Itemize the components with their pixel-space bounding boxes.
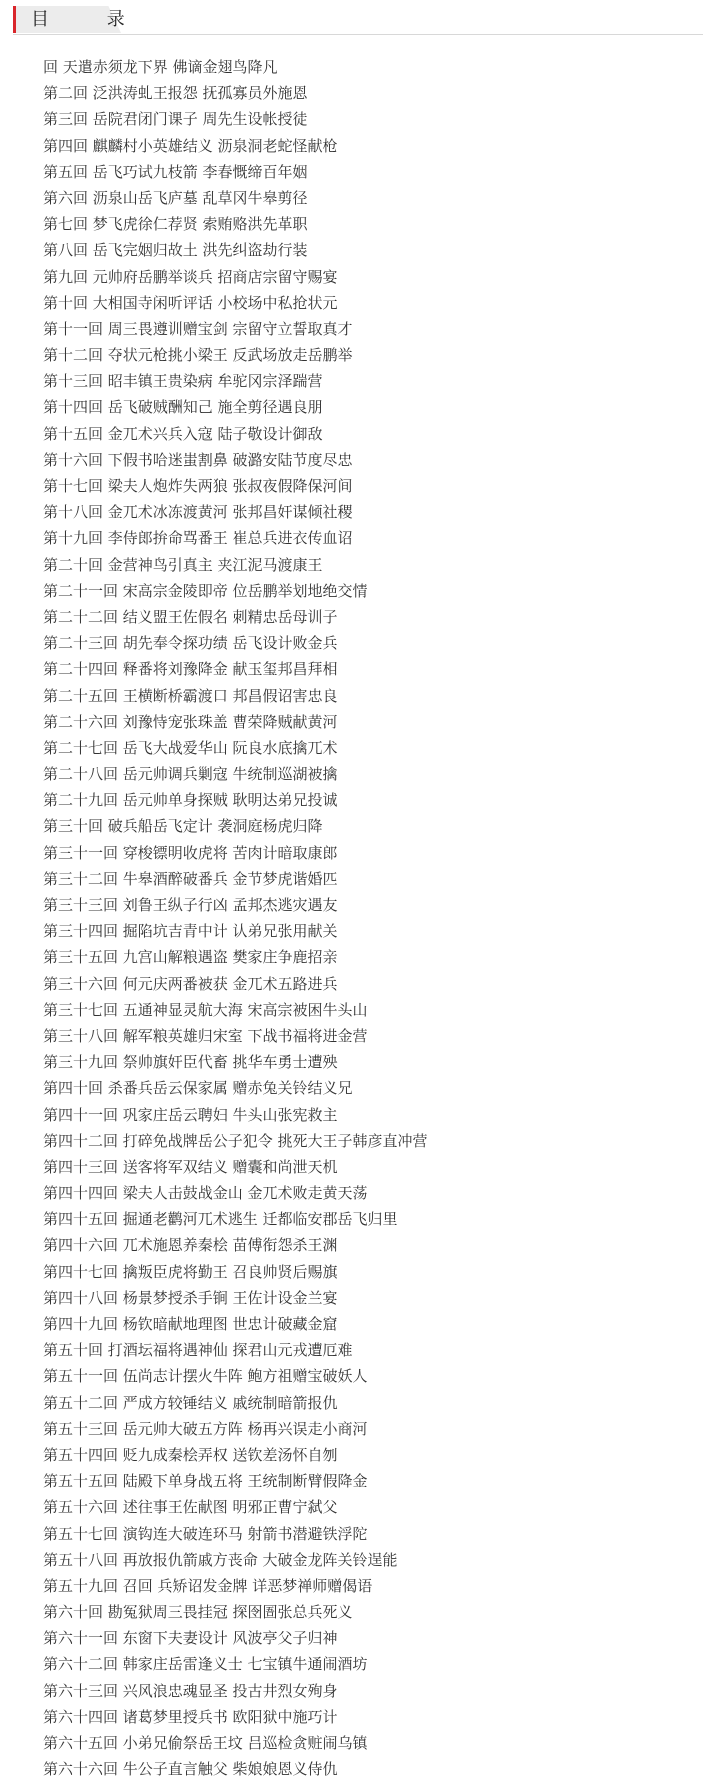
toc-title: 目 录 [31, 9, 151, 30]
chapter-link[interactable]: 第二十四回 释番将刘豫降金 献玉玺邦昌拜相 [43, 660, 338, 679]
chapter-link[interactable]: 第六十六回 牛公子直言触父 柴娘娘恩义侍仇 [43, 1760, 338, 1779]
chapter-link[interactable]: 第四十五回 掘通老鹳河兀术逃生 迁都临安郡岳飞归里 [43, 1210, 398, 1229]
chapter-link[interactable]: 第四十四回 梁夫人击鼓战金山 金兀术败走黄天荡 [43, 1184, 368, 1203]
toc-header [13, 6, 703, 35]
header-accent-bar [13, 6, 16, 33]
chapter-link[interactable]: 第三十四回 掘陷坑吉青中计 认弟兄张用献关 [43, 922, 338, 941]
chapter-link[interactable]: 第五十八回 再放报仇箭戚方丧命 大破金龙阵关铃逞能 [43, 1550, 398, 1569]
chapter-link[interactable]: 第二回 泛洪涛虬王报怨 抚孤寡员外施恩 [43, 84, 308, 103]
chapter-link[interactable]: 第十回 大相国寺闲听评话 小校场中私抢状元 [43, 293, 338, 312]
chapter-link[interactable]: 第三十六回 何元庆两番被获 金兀术五路进兵 [43, 974, 338, 993]
chapter-link[interactable]: 第四十三回 送客将军双结义 赠囊和尚泄天机 [43, 1157, 338, 1176]
chapter-link[interactable]: 第二十二回 结义盟王佐假名 刺精忠岳母训子 [43, 607, 338, 626]
chapter-link[interactable]: 第三十三回 刘鲁王纵子行凶 孟邦杰逃灾遇友 [43, 896, 338, 914]
chapter-link[interactable]: 第六十四回 诸葛梦里授兵书 欧阳狱中施巧计 [43, 1707, 338, 1726]
chapter-link[interactable]: 第十八回 金兀术冰冻渡黄河 张邦昌奸谋倾社稷 [43, 503, 353, 522]
chapter-link[interactable]: 第四十九回 杨钦暗献地理图 世忠计破藏金窟 [43, 1315, 338, 1333]
chapter-link[interactable]: 第四十二回 打碎免战牌岳公子犯令 挑死大王子韩彦直冲营 [43, 1131, 428, 1150]
chapter-link[interactable]: 第五十九回 召回 兵矫诏发金牌 详恶梦禅师赠偈语 [43, 1576, 373, 1595]
chapter-link[interactable]: 第四十八回 杨景梦授杀手锏 王佐计设金兰宴 [43, 1288, 338, 1307]
chapter-link[interactable]: 第六十回 勘冤狱周三畏挂冠 探囹圄张总兵死义 [43, 1603, 353, 1622]
chapter-link[interactable]: 第九回 元帅府岳鹏举谈兵 招商店宗留守赐宴 [43, 267, 338, 286]
chapter-link[interactable]: 第二十一回 宋高宗金陵即帝 位岳鹏举划地绝交情 [43, 581, 368, 600]
chapter-link[interactable]: 第三十七回 五通神显灵航大海 宋高宗被困牛头山 [43, 1000, 368, 1019]
chapter-link[interactable]: 第四回 麒麟村小英雄结义 沥泉洞老蛇怪献枪 [43, 136, 338, 155]
chapter-link[interactable]: 第六回 沥泉山岳飞庐墓 乱草冈牛皋剪径 [43, 188, 308, 207]
chapter-link[interactable]: 第十三回 昭丰镇王贵染病 牟驼冈宗泽踹营 [43, 372, 323, 391]
chapter-link[interactable]: 第六十二回 韩家庄岳雷逢义士 七宝镇牛通闹酒坊 [43, 1655, 368, 1674]
chapter-link[interactable]: 第二十三回 胡先奉令探功绩 岳飞设计败金兵 [43, 634, 338, 653]
chapter-link[interactable]: 第五回 岳飞巧试九枝箭 李春慨缔百年姻 [43, 162, 308, 181]
chapter-link[interactable]: 第三十九回 祭帅旗奸臣代畜 挑华车勇士遭殃 [43, 1053, 338, 1072]
chapter-link[interactable]: 第六十三回 兴风浪忠魂显圣 投古井烈女殉身 [43, 1681, 338, 1700]
chapter-link[interactable]: 第二十回 金营神鸟引真主 夹江泥马渡康王 [43, 555, 323, 574]
chapter-link[interactable]: 第六十一回 东窗下夫妻设计 风波亭父子归神 [43, 1629, 338, 1648]
chapter-link[interactable]: 第五十四回 贬九成秦桧弄权 送钦差汤怀自刎 [43, 1445, 338, 1464]
chapter-link[interactable]: 第四十一回 巩家庄岳云聘妇 牛头山张宪救主 [43, 1105, 338, 1124]
chapter-link[interactable]: 回 天遣赤须龙下界 佛谪金翅鸟降凡 [43, 58, 278, 76]
chapter-link[interactable]: 第五十七回 演钩连大破连环马 射箭书潜避铁浮陀 [43, 1524, 368, 1543]
chapter-link[interactable]: 第七回 梦飞虎徐仁荐贤 索贿赂洪先革职 [43, 215, 308, 234]
chapter-link[interactable]: 第五十六回 述往事王佐献图 明邪正曹宁弑父 [43, 1498, 338, 1517]
chapter-link[interactable]: 第五十三回 岳元帅大破五方阵 杨再兴误走小商河 [43, 1419, 368, 1438]
chapter-link[interactable]: 第五十五回 陆殿下单身战五将 王统制断臂假降金 [43, 1472, 368, 1491]
chapter-link[interactable]: 第十一回 周三畏遵训赠宝剑 宗留守立誓取真才 [43, 319, 353, 338]
chapter-link[interactable]: 第十二回 夺状元枪挑小梁王 反武场放走岳鹏举 [43, 346, 353, 365]
chapter-link[interactable]: 第二十九回 岳元帅单身探贼 耿明达弟兄投诚 [43, 791, 338, 810]
chapter-link[interactable]: 第八回 岳飞完姻归故土 洪先纠盗劫行装 [43, 241, 308, 260]
chapter-link[interactable]: 第十九回 李侍郎拚命骂番王 崔总兵进衣传血诏 [43, 529, 353, 548]
chapter-link[interactable]: 第六十五回 小弟兄偷祭岳王坟 吕巡检贪赃闹乌镇 [43, 1734, 368, 1752]
chapter-link[interactable]: 第三十回 破兵船岳飞定计 袭洞庭杨虎归降 [43, 817, 323, 836]
chapter-link[interactable]: 第五十二回 严成方较锤结义 戚统制暗箭报仇 [43, 1393, 338, 1412]
chapter-link[interactable]: 第二十七回 岳飞大战爱华山 阮良水底擒兀术 [43, 738, 338, 757]
chapter-link[interactable]: 第五十回 打酒坛福将遇神仙 探君山元戎遭厄难 [43, 1341, 353, 1360]
chapter-link[interactable]: 第二十八回 岳元帅调兵剿寇 牛统制巡湖被擒 [43, 765, 338, 784]
chapter-link[interactable]: 第十七回 梁夫人炮炸失两狼 张叔夜假降保河间 [43, 477, 353, 495]
header-divider [13, 34, 703, 35]
chapter-link[interactable]: 第四十回 杀番兵岳云保家属 赠赤兔关铃结义兄 [43, 1079, 353, 1098]
chapter-link[interactable]: 第三十一回 穿梭镖明收虎将 苦肉计暗取康郎 [43, 843, 338, 862]
chapter-list [43, 54, 428, 1782]
chapter-link[interactable]: 第五十一回 伍尚志计摆火牛阵 鲍方祖赠宝破妖人 [43, 1367, 368, 1386]
chapter-link[interactable]: 第三十八回 解军粮英雄归宋室 下战书福将进金营 [43, 1026, 368, 1045]
chapter-link[interactable]: 第二十六回 刘豫恃宠张珠盖 曹荣降贼献黄河 [43, 712, 338, 731]
chapter-link[interactable]: 第十五回 金兀术兴兵入寇 陆子敬设计御敌 [43, 424, 323, 443]
chapter-link[interactable]: 第三回 岳院君闭门课子 周先生设帐授徒 [43, 110, 308, 129]
chapter-link[interactable]: 第三十二回 牛皋酒醉破番兵 金节梦虎谐婚匹 [43, 869, 338, 888]
chapter-link[interactable]: 第四十六回 兀术施恩养秦桧 苗傅衔怨杀王渊 [43, 1236, 338, 1255]
chapter-link[interactable]: 第四十七回 擒叛臣虎将勤王 召良帅贤后赐旗 [43, 1262, 338, 1281]
chapter-link[interactable]: 第二十五回 王横断桥霸渡口 邦昌假诏害忠良 [43, 686, 338, 705]
chapter-link[interactable]: 第三十五回 九宫山解粮遇盗 樊家庄争鹿招亲 [43, 948, 338, 967]
chapter-link[interactable]: 第十六回 下假书哈迷蚩割鼻 破潞安陆节度尽忠 [43, 450, 353, 469]
chapter-link[interactable]: 第十四回 岳飞破贼酬知己 施全剪径遇良朋 [43, 398, 323, 417]
